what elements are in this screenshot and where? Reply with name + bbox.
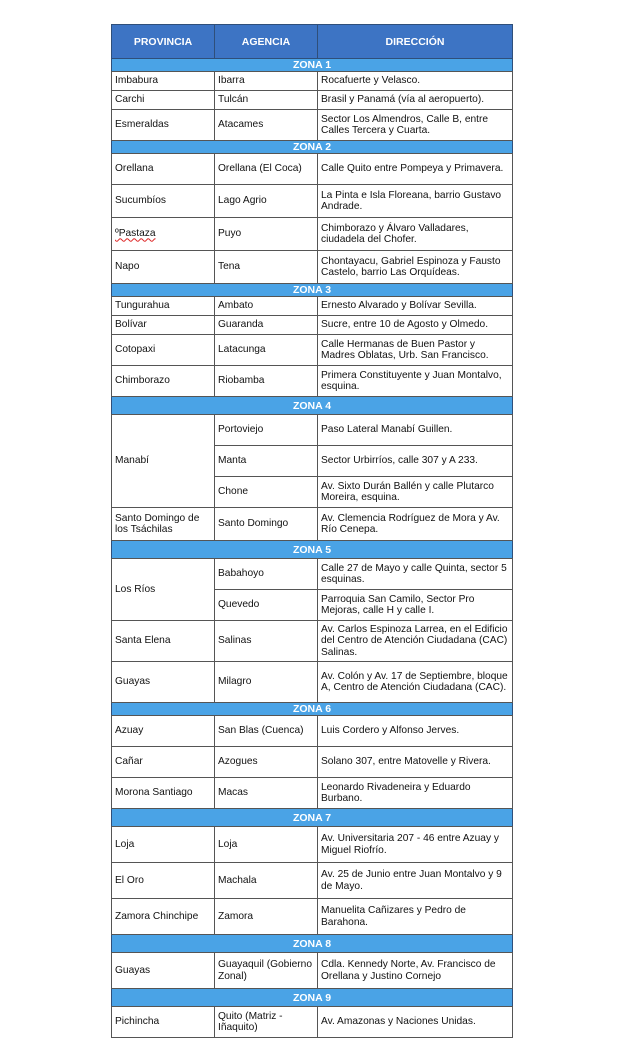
table-row	[112, 185, 513, 218]
cell-provincia: Pichincha	[112, 1007, 215, 1038]
cell-direccion: Av. 25 de Junio entre Juan Montalvo y 9 de Mayo.	[318, 863, 513, 899]
cell-direccion: Calle 27 de Mayo y calle Quinta, sector 5 esquinas.	[318, 559, 513, 590]
zone-label: ZONA 1	[112, 59, 513, 72]
cell-direccion: Chontayacu, Gabriel Espinoza y Fausto Castelo, barrio Las Orquídeas.	[318, 251, 513, 284]
zone-row	[112, 703, 513, 716]
table-row	[112, 1007, 513, 1038]
table-row	[112, 621, 513, 662]
cell-direccion: Primera Constituyente y Juan Montalvo, esquina.	[318, 366, 513, 397]
cell-provincia: Santa Elena	[112, 621, 215, 662]
zone-row	[112, 59, 513, 72]
table-row	[112, 953, 513, 989]
table-row	[112, 91, 513, 110]
table-row	[112, 863, 513, 899]
cell-provincia: Cañar	[112, 747, 215, 778]
table-row	[112, 297, 513, 316]
cell-agencia: Zamora	[215, 899, 318, 935]
cell-agencia: Latacunga	[215, 335, 318, 366]
cell-direccion: Av. Clemencia Rodríguez de Mora y Av. Río Cenepa.	[318, 508, 513, 541]
cell-provincia: Zamora Chinchipe	[112, 899, 215, 935]
cell-agencia: Milagro	[215, 662, 318, 703]
zone-row	[112, 809, 513, 827]
table-row	[112, 662, 513, 703]
cell-direccion: Sector Los Almendros, Calle B, entre Calles Tercera y Cuarta.	[318, 110, 513, 141]
cell-provincia: Bolívar	[112, 316, 215, 335]
zone-row	[112, 284, 513, 297]
cell-agencia: Guayaquil (Gobierno Zonal)	[215, 953, 318, 989]
cell-provincia: Sucumbíos	[112, 185, 215, 218]
cell-direccion: Solano 307, entre Matovelle y Rivera.	[318, 747, 513, 778]
cell-provincia: Guayas	[112, 662, 215, 703]
cell-provincia: Imbabura	[112, 72, 215, 91]
cell-direccion: Leonardo Rivadeneira y Eduardo Burbano.	[318, 778, 513, 809]
cell-provincia: Tungurahua	[112, 297, 215, 316]
zone-label: ZONA 7	[112, 809, 513, 827]
cell-direccion: Sucre, entre 10 de Agosto y Olmedo.	[318, 316, 513, 335]
cell-direccion: Cdla. Kennedy Norte, Av. Francisco de Orellana y Justino Cornejo	[318, 953, 513, 989]
table-row	[112, 827, 513, 863]
zone-label: ZONA 2	[112, 141, 513, 154]
cell-direccion: Brasil y Panamá (vía al aeropuerto).	[318, 91, 513, 110]
cell-agencia: Tena	[215, 251, 318, 284]
cell-agencia: Tulcán	[215, 91, 318, 110]
header-row	[112, 25, 513, 59]
cell-direccion: Sector Urbirríos, calle 307 y A 233.	[318, 446, 513, 477]
table-row	[112, 747, 513, 778]
cell-agencia: Puyo	[215, 218, 318, 251]
cell-direccion: Ernesto Alvarado y Bolívar Sevilla.	[318, 297, 513, 316]
cell-direccion: Paso Lateral Manabí Guillen.	[318, 415, 513, 446]
cell-agencia: Orellana (El Coca)	[215, 154, 318, 185]
cell-direccion: Av. Amazonas y Naciones Unidas.	[318, 1007, 513, 1038]
cell-provincia: Napo	[112, 251, 215, 284]
zone-label: ZONA 6	[112, 703, 513, 716]
cell-agencia: Ibarra	[215, 72, 318, 91]
table-row	[112, 110, 513, 141]
cell-direccion: Luis Cordero y Alfonso Jerves.	[318, 716, 513, 747]
cell-direccion: Calle Hermanas de Buen Pastor y Madres Oblatas, Urb. San Francisco.	[318, 335, 513, 366]
cell-direccion: Rocafuerte y Velasco.	[318, 72, 513, 91]
cell-provincia: Los Ríos	[112, 559, 215, 621]
cell-agencia: Manta	[215, 446, 318, 477]
zone-label: ZONA 4	[112, 397, 513, 415]
cell-direccion: Manuelita Cañizares y Pedro de Barahona.	[318, 899, 513, 935]
table-row	[112, 335, 513, 366]
cell-direccion: Calle Quito entre Pompeya y Primavera.	[318, 154, 513, 185]
cell-direccion: Av. Universitaria 207 - 46 entre Azuay y Miguel Riofrío.	[318, 827, 513, 863]
cell-agencia: Riobamba	[215, 366, 318, 397]
cell-direccion: Av. Sixto Durán Ballén y calle Plutarco Moreira, esquina.	[318, 477, 513, 508]
cell-agencia: Chone	[215, 477, 318, 508]
cell-agencia: Babahoyo	[215, 559, 318, 590]
cell-agencia: Salinas	[215, 621, 318, 662]
cell-provincia: Santo Domingo de los Tsáchilas	[112, 508, 215, 541]
table-row	[112, 154, 513, 185]
cell-agencia: Santo Domingo	[215, 508, 318, 541]
header-direccion: DIRECCIÓN	[318, 25, 513, 59]
cell-agencia: Quevedo	[215, 590, 318, 621]
cell-agencia: Azogues	[215, 747, 318, 778]
header-agencia: AGENCIA	[215, 25, 318, 59]
cell-agencia: Guaranda	[215, 316, 318, 335]
agencies-table	[111, 24, 513, 1038]
table-row	[112, 559, 513, 590]
cell-agencia: Atacames	[215, 110, 318, 141]
cell-provincia: El Oro	[112, 863, 215, 899]
table-row	[112, 251, 513, 284]
cell-provincia: Azuay	[112, 716, 215, 747]
zone-label: ZONA 5	[112, 541, 513, 559]
zone-label: ZONA 8	[112, 935, 513, 953]
cell-agencia: Ambato	[215, 297, 318, 316]
table-row	[112, 366, 513, 397]
table-row	[112, 218, 513, 251]
cell-agencia: Loja	[215, 827, 318, 863]
cell-provincia: Guayas	[112, 953, 215, 989]
table-row	[112, 508, 513, 541]
zone-row	[112, 989, 513, 1007]
zone-row	[112, 541, 513, 559]
cell-direccion: La Pinta e Isla Floreana, barrio Gustavo Andrade.	[318, 185, 513, 218]
zone-row	[112, 397, 513, 415]
cell-provincia: Loja	[112, 827, 215, 863]
zone-label: ZONA 9	[112, 989, 513, 1007]
zone-row	[112, 141, 513, 154]
table-row	[112, 415, 513, 446]
cell-provincia: Orellana	[112, 154, 215, 185]
table-row	[112, 899, 513, 935]
cell-provincia: Cotopaxi	[112, 335, 215, 366]
cell-provincia: Carchi	[112, 91, 215, 110]
table-row	[112, 716, 513, 747]
zone-label: ZONA 3	[112, 284, 513, 297]
cell-agencia: Machala	[215, 863, 318, 899]
table-row	[112, 316, 513, 335]
table-row	[112, 778, 513, 809]
cell-direccion: Parroquia San Camilo, Sector Pro Mejoras, calle H y calle I.	[318, 590, 513, 621]
cell-direccion: Chimborazo y Álvaro Valladares, ciudadela del Chofer.	[318, 218, 513, 251]
cell-provincia: Esmeraldas	[112, 110, 215, 141]
cell-provincia: Manabí	[112, 415, 215, 508]
cell-agencia: Portoviejo	[215, 415, 318, 446]
table-row	[112, 72, 513, 91]
cell-agencia: Quito (Matriz - Iñaquito)	[215, 1007, 318, 1038]
zone-row	[112, 935, 513, 953]
cell-provincia: Morona Santiago	[112, 778, 215, 809]
cell-provincia	[112, 218, 215, 251]
cell-agencia: San Blas (Cuenca)	[215, 716, 318, 747]
cell-agencia: Lago Agrio	[215, 185, 318, 218]
cell-direccion: Av. Carlos Espinoza Larrea, en el Edificio del Centro de Atención Ciudadana (CAC) Salinas.	[318, 621, 513, 662]
cell-agencia: Macas	[215, 778, 318, 809]
cell-provincia: Chimborazo	[112, 366, 215, 397]
spellcheck-underlined-text: ºPastaza	[115, 228, 156, 240]
header-provincia: PROVINCIA	[112, 25, 215, 59]
cell-direccion: Av. Colón y Av. 17 de Septiembre, bloque A, Centro de Atención Ciudadana (CAC).	[318, 662, 513, 703]
